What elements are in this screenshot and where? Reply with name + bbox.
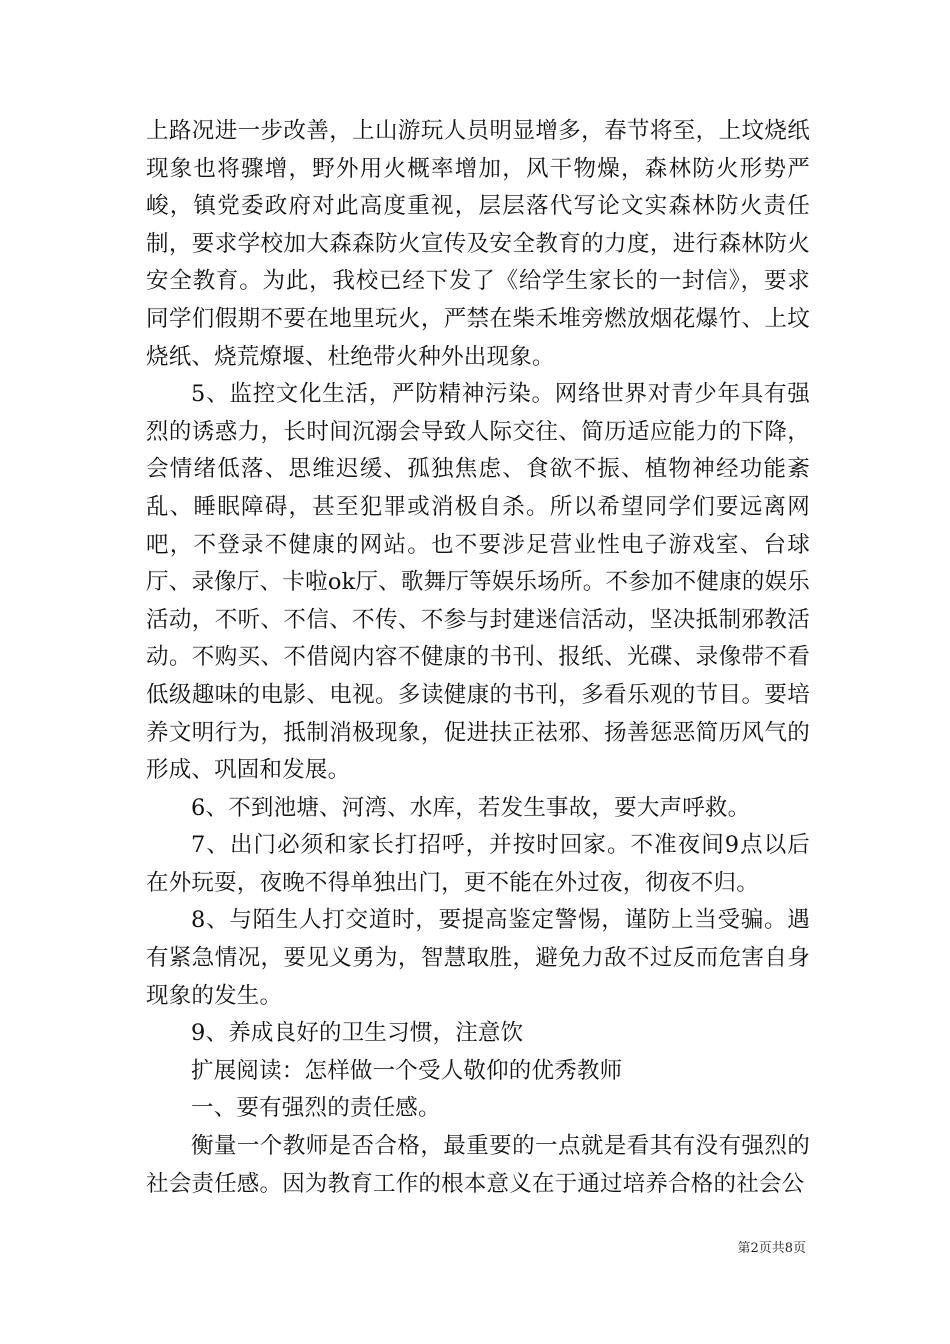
paragraph-item-8: 8、与陌生人打交道时，要提高鉴定警惕，谨防上当受骗。遇有紧急情况，要见义勇为，智慧取胜，避免力敌不过反而危害自身现象的发生。: [146, 907, 810, 1009]
extended-reading-heading: 扩展阅读：怎样做一个受人敬仰的优秀教师: [191, 1057, 623, 1084]
paragraph-responsibility: 衡量一个教师是否合格，最重要的一点就是看其有没有强烈的社会责任感。因为教育工作的根本意义在于通过培养合格的社会公: [146, 1133, 810, 1197]
page-number-footer: 第2页共8页: [737, 1241, 806, 1256]
section-heading-responsibility: 一、要有强烈的责任感。: [191, 1095, 441, 1122]
paragraph-item-6: 6、不到池塘、河湾、水库，若发生事故，要大声呼救。: [191, 794, 751, 821]
document-body: [146, 113, 810, 1203]
paragraph-item-7: 7、出门必须和家长打招呼，并按时回家。不准夜间9点以后在外玩耍，夜晚不得单独出门，更不能在外过夜，彻夜不归。: [146, 832, 810, 896]
paragraph-item-5: 5、监控文化生活，严防精神污染。网络世界对青少年具有强烈的诱惑力，长时间沉溺会导致人际交往、简历适应能力的下降，会情绪低落、思维迟缓、孤独焦虑、食欲不振、植物神经功能紊乱、睡眠障碍，甚至犯罪或消极自杀。所以希望同学们要远离网吧，不登录不健康的网站。也不要涉足营业性电子游戏室、台球厅、录像厅、卡啦ok厅、歌舞厅等娱乐场所。不参加不健康的娱乐活动，不听、不信、不传、不参与封建迷信活动，坚决抵制邪教活动。不购买、不借阅内容不健康的书刊、报纸、光碟、录像带不看低级趣味的电影、电视。多读健康的书刊，多看乐观的节目。要培养文明行为，抵制消极现象，促进扶正祛邪、扬善惩恶简历风气的形成、巩固和发展。: [146, 381, 810, 784]
paragraph-continuation: 上路况进一步改善，上山游玩人员明显增多，春节将至，上坟烧纸现象也将骤增，野外用火概率增加，风干物燥，森林防火形势严峻，镇党委政府对此高度重视，层层落代写论文实森林防火责任制，要求学校加大森森防火宣传及安全教育的力度，进行森林防火安全教育。为此，我校已经下发了《给学生家长的一封信》，要求同学们假期不要在地里玩火，严禁在柴禾堆旁燃放烟花爆竹、上坟烧纸、烧荒燎堰、杜绝带火种外出现象。: [146, 118, 810, 370]
paragraph-item-9: 9、养成良好的卫生习惯，注意饮: [191, 1020, 524, 1047]
